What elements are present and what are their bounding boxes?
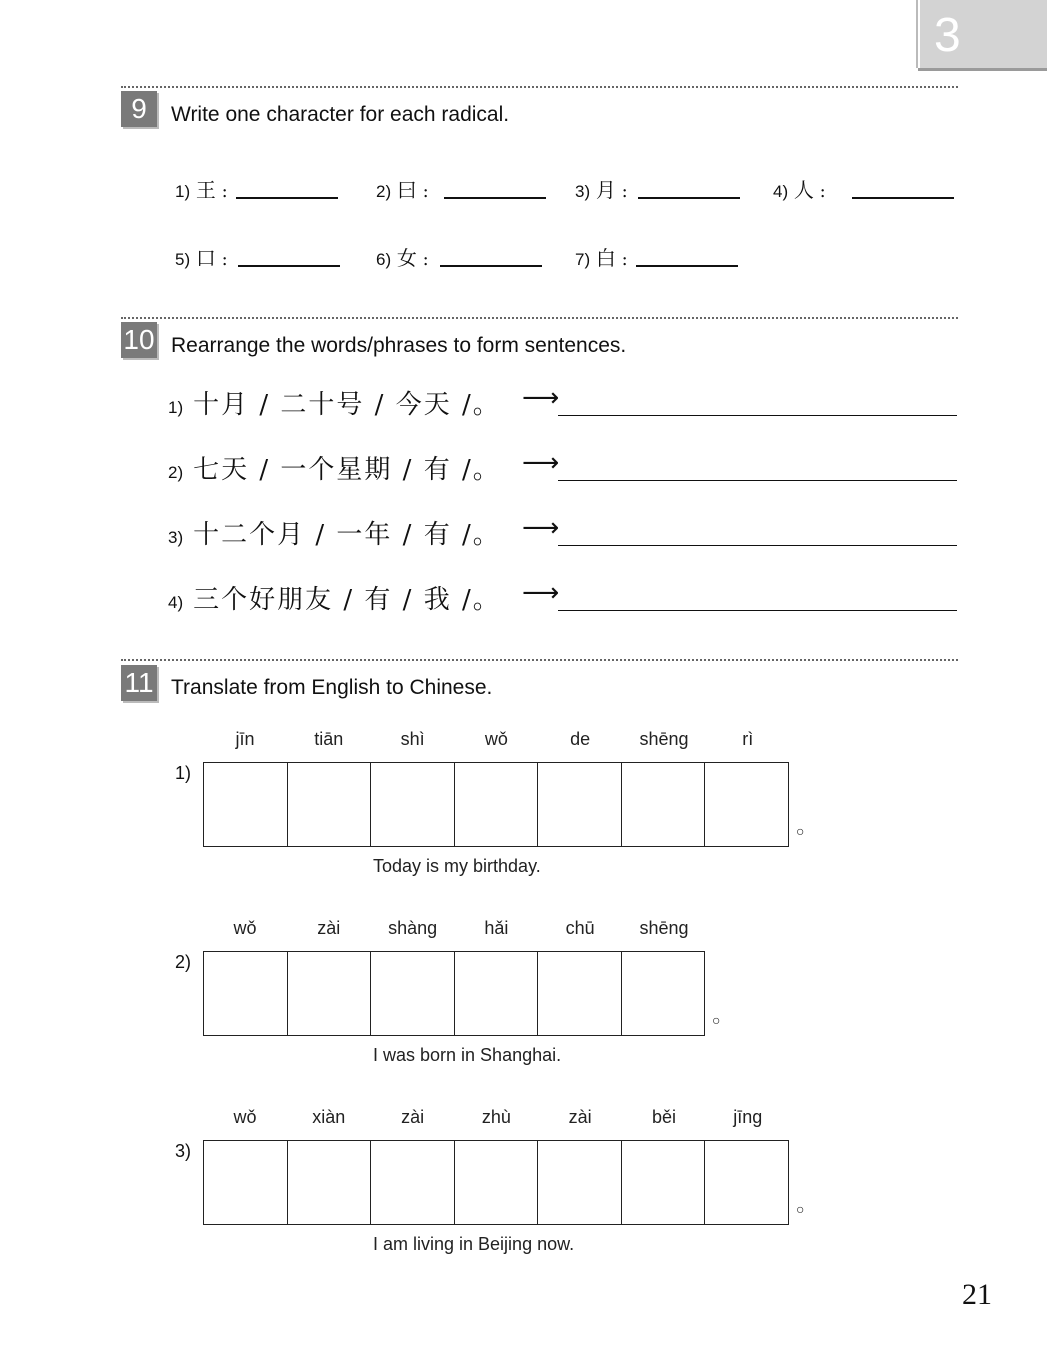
character-box[interactable] — [455, 763, 539, 846]
answer-line[interactable] — [558, 545, 957, 546]
period-mark: ○ — [796, 823, 805, 839]
character-box[interactable] — [538, 952, 622, 1035]
pinyin: hǎi — [484, 918, 509, 938]
answer-blank[interactable] — [440, 265, 542, 267]
page-number: 21 — [962, 1278, 992, 1311]
pinyin: jīn — [235, 729, 255, 749]
item-number: 2) — [376, 182, 392, 201]
character-box[interactable] — [371, 1141, 455, 1224]
colon: : — [422, 181, 429, 202]
radical-item — [175, 242, 228, 271]
english-sentence: I am living in Beijing now. — [373, 1234, 575, 1254]
pinyin: běi — [651, 1107, 677, 1127]
chapter-number: 3 — [934, 9, 961, 62]
answer-blank[interactable] — [638, 197, 740, 199]
radical-item — [575, 242, 628, 271]
answer-blank[interactable] — [852, 197, 954, 199]
character-box[interactable] — [455, 952, 539, 1035]
radical: 王 — [195, 178, 216, 202]
sentence-parts: 三个好朋友 / 有 / 我 /。 — [193, 585, 501, 615]
arrow-icon: ⟶ — [522, 382, 560, 412]
answer-blank[interactable] — [444, 197, 546, 199]
character-box[interactable] — [622, 763, 706, 846]
colon: : — [621, 181, 628, 202]
answer-blank[interactable] — [238, 265, 340, 267]
english-sentence: I was born in Shanghai. — [373, 1045, 562, 1065]
radical-item — [175, 174, 228, 203]
radical-item — [773, 174, 826, 203]
item-number: 2) — [168, 463, 184, 482]
radical: 曰 — [396, 178, 417, 202]
arrow-icon: ⟶ — [522, 512, 560, 542]
sentence-parts: 十二个月 / 一年 / 有 /。 — [193, 520, 501, 550]
pinyin: rì — [742, 729, 754, 749]
answer-line[interactable] — [558, 610, 957, 611]
period-mark: ○ — [796, 1201, 805, 1217]
answer-line[interactable] — [558, 415, 957, 416]
scrambled-sentence — [168, 449, 501, 486]
character-box[interactable] — [204, 1141, 288, 1224]
pinyin: chū — [565, 918, 595, 938]
character-box[interactable] — [288, 952, 372, 1035]
scrambled-sentence — [168, 514, 501, 551]
character-box[interactable] — [371, 952, 455, 1035]
answer-blank[interactable] — [636, 265, 738, 267]
item-number: 4) — [168, 593, 184, 612]
item-number: 3) — [575, 182, 591, 201]
character-box[interactable] — [622, 952, 706, 1035]
pinyin: wǒ — [233, 1107, 257, 1127]
item-number: 7) — [575, 250, 591, 269]
character-box[interactable] — [538, 763, 622, 846]
pinyin: wǒ — [484, 729, 508, 749]
pinyin: shēng — [639, 918, 689, 938]
character-box[interactable] — [204, 952, 288, 1035]
character-box[interactable] — [705, 1141, 789, 1224]
pinyin: shì — [400, 729, 425, 749]
colon: : — [819, 181, 826, 202]
character-box[interactable] — [538, 1141, 622, 1224]
pinyin: tiān — [314, 729, 344, 749]
exercise-instruction: Rearrange the words/phrases to form sentences. — [171, 334, 627, 357]
item-number: 4) — [773, 182, 789, 201]
pinyin: de — [570, 729, 591, 749]
radical: 白 — [595, 246, 616, 270]
item-number: 5) — [175, 250, 191, 269]
colon: : — [221, 249, 228, 270]
sentence-parts: 十月 / 二十号 / 今天 /。 — [193, 390, 501, 420]
pinyin: zài — [317, 918, 341, 938]
character-box[interactable] — [705, 763, 789, 846]
arrow-icon: ⟶ — [522, 447, 560, 477]
character-box[interactable] — [622, 1141, 706, 1224]
pinyin: zài — [568, 1107, 592, 1127]
scrambled-sentence — [168, 579, 501, 616]
character-box[interactable] — [288, 1141, 372, 1224]
colon: : — [221, 181, 228, 202]
character-box[interactable] — [455, 1141, 539, 1224]
character-grid — [203, 951, 705, 1036]
pinyin: wǒ — [233, 918, 257, 938]
colon: : — [621, 249, 628, 270]
exercise-instruction: Write one character for each radical. — [171, 103, 510, 126]
radical: 口 — [195, 246, 216, 270]
item-number: 3) — [168, 528, 184, 547]
pinyin: xiàn — [312, 1107, 346, 1127]
section-divider — [121, 86, 958, 88]
colon: : — [422, 249, 429, 270]
radical-item — [376, 242, 429, 271]
sentence-parts: 七天 / 一个星期 / 有 /。 — [193, 455, 501, 485]
item-number: 1) — [175, 182, 191, 201]
section-divider — [121, 317, 958, 319]
exercise-badge: 11 — [121, 665, 157, 701]
scrambled-sentence — [168, 384, 501, 421]
arrow-icon: ⟶ — [522, 577, 560, 607]
answer-blank[interactable] — [236, 197, 338, 199]
radical: 女 — [396, 246, 417, 270]
item-number: 3) — [175, 1141, 192, 1161]
pinyin: jīng — [733, 1107, 763, 1127]
exercise-badge: 10 — [121, 322, 157, 358]
pinyin: shēng — [639, 729, 689, 749]
radical: 人 — [793, 178, 814, 202]
exercise-instruction: Translate from English to Chinese. — [171, 676, 493, 699]
item-number: 1) — [175, 763, 192, 783]
radical-item — [376, 174, 429, 203]
chapter-tab — [918, 0, 1047, 68]
english-sentence: Today is my birthday. — [373, 856, 541, 876]
answer-line[interactable] — [558, 480, 957, 481]
exercise-badge: 9 — [121, 91, 157, 127]
character-box[interactable] — [288, 763, 372, 846]
item-number: 6) — [376, 250, 392, 269]
radical: 月 — [595, 178, 616, 202]
character-grid — [203, 762, 789, 847]
pinyin: shàng — [388, 918, 438, 938]
pinyin: zài — [401, 1107, 425, 1127]
character-box[interactable] — [204, 763, 288, 846]
section-divider — [121, 659, 958, 661]
period-mark: ○ — [712, 1012, 721, 1028]
radical-item — [575, 174, 628, 203]
character-box[interactable] — [371, 763, 455, 846]
item-number: 1) — [168, 398, 184, 417]
item-number: 2) — [175, 952, 192, 972]
pinyin: zhù — [481, 1107, 511, 1127]
character-grid — [203, 1140, 789, 1225]
